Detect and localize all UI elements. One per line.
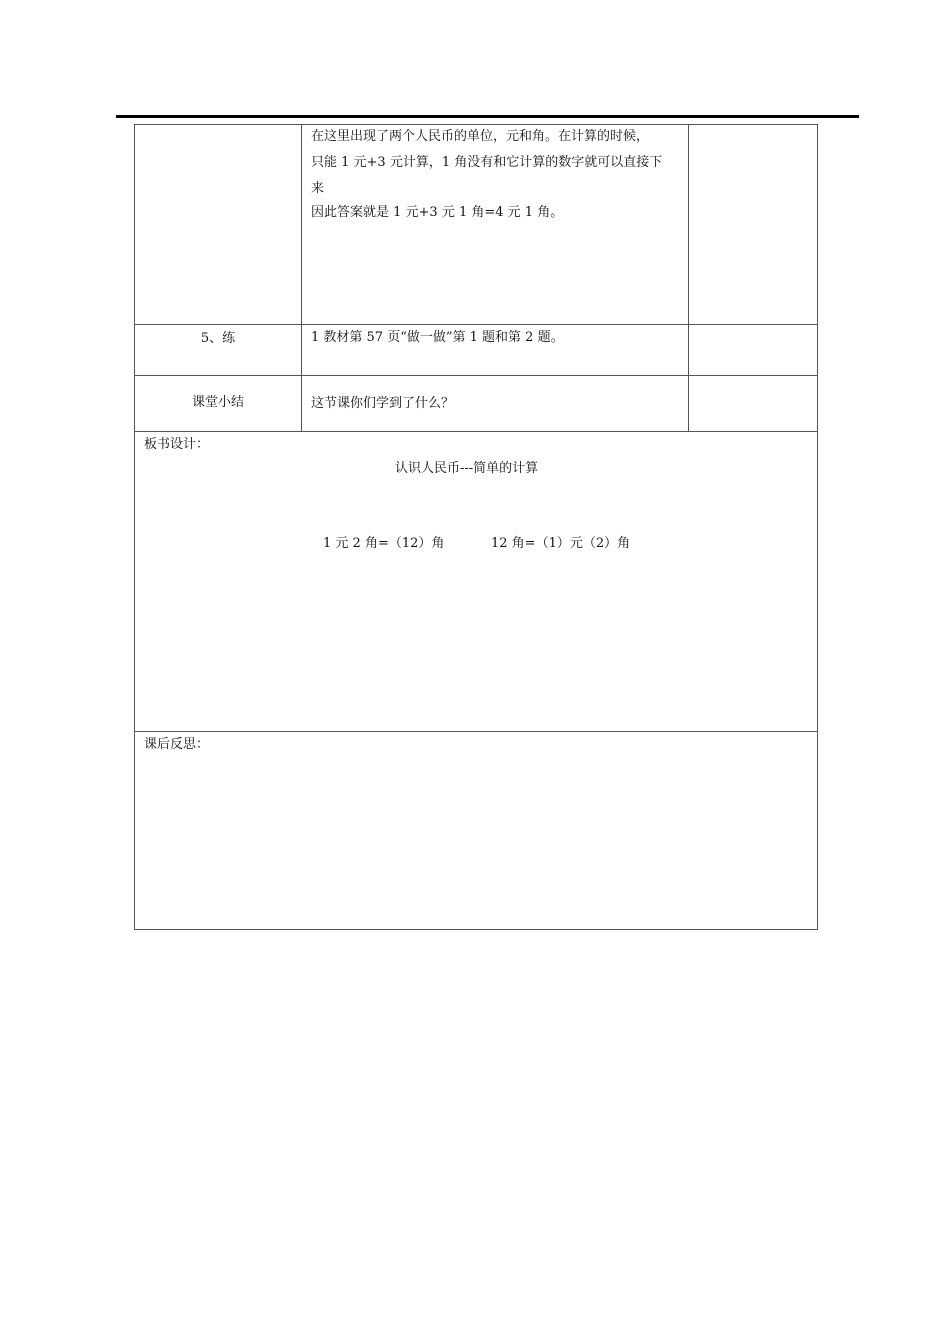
explanation-line: 因此答案就是 1 元+3 元 1 角=4 元 1 角。	[311, 205, 564, 220]
board-design-label: 板书设计：	[144, 437, 210, 452]
board-design-title: 认识人民币---简单的计算	[395, 461, 539, 476]
practice-label: 5、练	[200, 331, 236, 346]
lesson-plan-table	[134, 124, 818, 930]
board-example: 12 角=（1）元（2）角	[491, 536, 631, 551]
explanation-line: 来	[311, 181, 325, 196]
reflection-label: 课后反思：	[144, 737, 210, 752]
column-divider-right	[688, 124, 689, 431]
practice-content: 1 教材第 57 页“做一做”第 1 题和第 2 题。	[311, 330, 564, 345]
explanation-line: 只能 1 元+3 元计算，1 角没有和它计算的数字就可以直接下	[311, 155, 663, 170]
summary-label: 课堂小结	[191, 395, 244, 410]
column-divider-left	[301, 124, 302, 431]
row-divider	[134, 375, 818, 376]
row-divider	[134, 731, 818, 732]
explanation-line: 在这里出现了两个人民币的单位，元和角。在计算的时候，	[311, 129, 650, 144]
header-rule	[116, 115, 859, 118]
summary-content: 这节课你们学到了什么？	[311, 396, 455, 411]
row-divider	[134, 431, 818, 432]
board-example: 1 元 2 角=（12）角	[323, 536, 445, 551]
